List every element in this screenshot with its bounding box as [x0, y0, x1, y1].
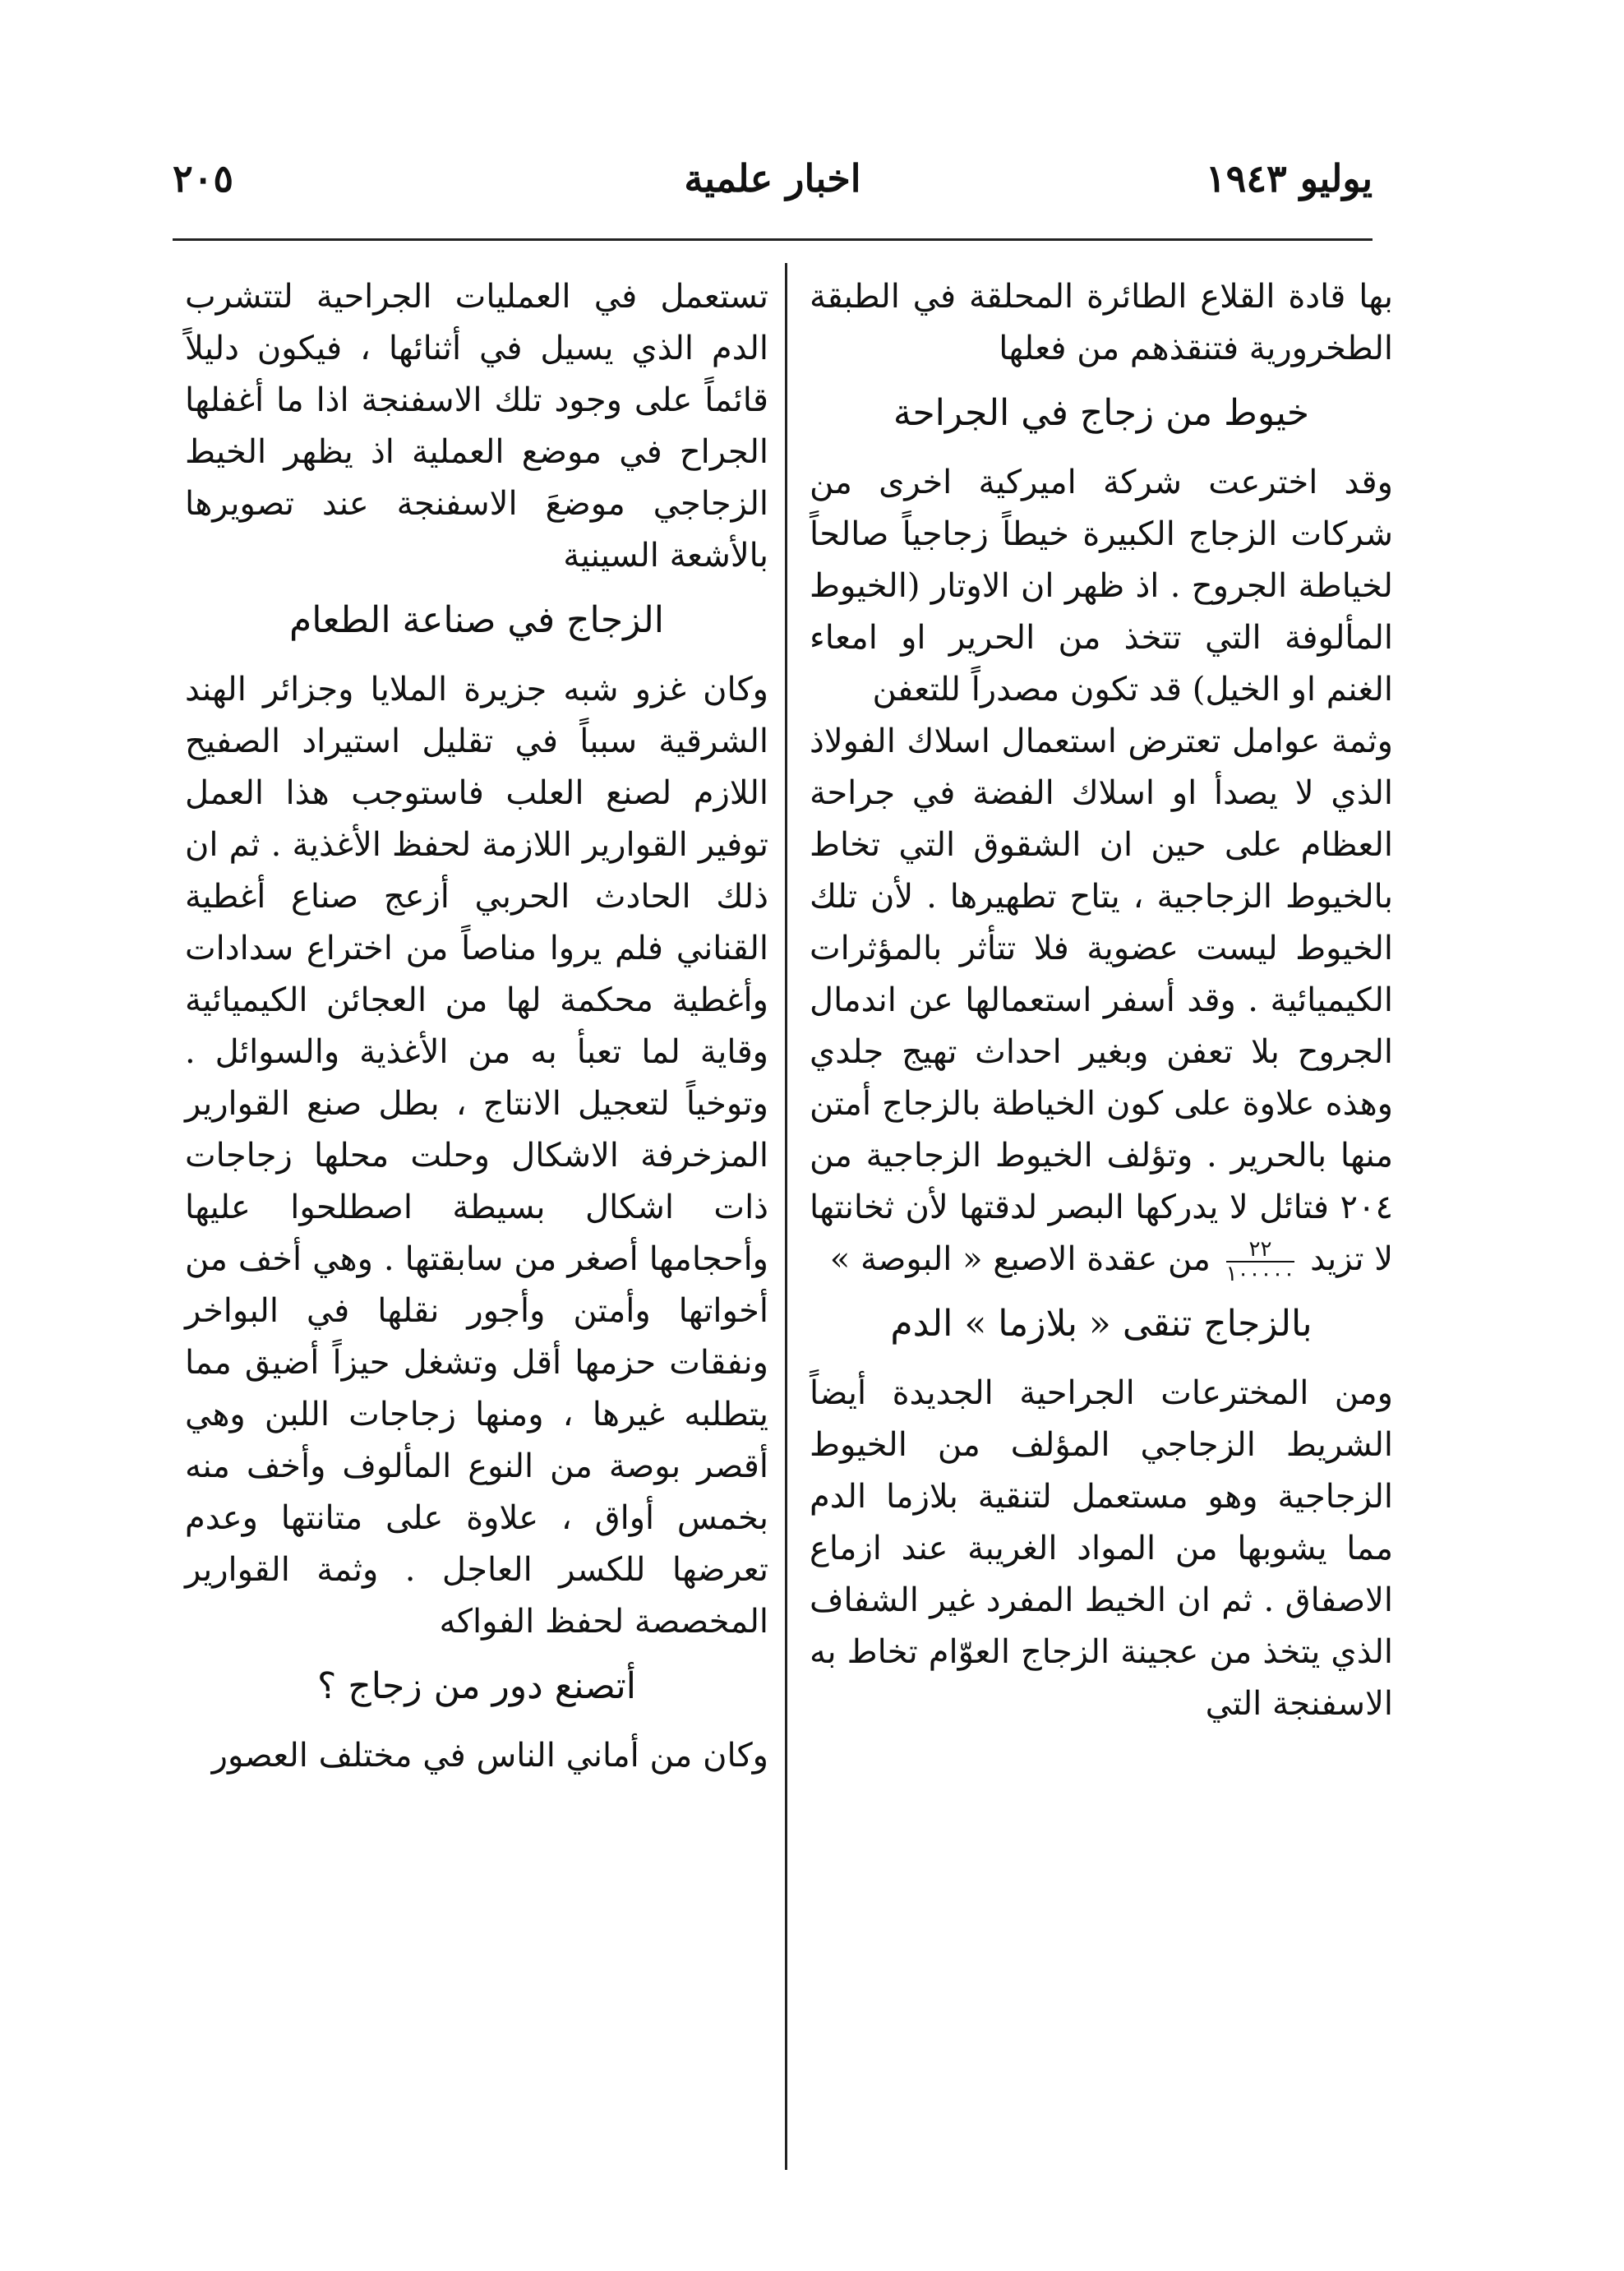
left-paragraph-2: وكان غزو شبه جزيرة الملايا وجزائر الهند الشرقية سبباً في تقليل استيراد الصفيح اللازم لصنع العلب فاستوجب هذا العمل توفير القوارير اللازمة لحفظ الأغذية . ثم ان ذلك الحادث الحربي أزعج صناع أغطية القناني فلم يروا مناصاً من اختراع سدادات وأغطية محكمة لها من العجائن الكيميائية وقاية لما تعبأ به من الأغذية والسوائل . وتوخياً لتعجيل الانتاج ، بطل صنع القوارير المزخرفة الاشكال وحلت محلها زجاجات ذات اشكال بسيطة اصطلحوا عليها وأحجامها أصغر من سابقتها . وهي أخف من أخواتها وأمتن وأجور نقلها في البواخر ونفقات حزمها أقل وتشغل حيزاً أضيق مما يتطلبه غيرها ، ومنها زجاجات اللبن وهي أقصر بوصة من النوع المألوف وأخف منه بخمس أواق ، علاوة على متانتها وعدم تعرضها للكسر العاجل . وثمة القوارير المخصصة لحفظ الفواكه [185, 671, 768, 1641]
heading-glass-food-industry: الزجاج في صناعة الطعام [288, 599, 665, 641]
header-section-title: اخبار علمية [684, 156, 861, 201]
right-paragraph-2 [810, 716, 1393, 1286]
left-paragraph-1: تستعمل في العمليات الجراحية لتتشرب الدم الذي يسيل في أثنائها ، فيكون دليلاً قائماً على وجود تلك الاسفنجة اذا ما أغفلها الجراح في موضع العملية اذ يظهر الخيط الزجاجي موضعَ الاسفنجة عند تصويرها بالأشعة السينية [185, 278, 768, 575]
right-paragraph-3: ومن المخترعات الجراحية الجديدة أيضاً الشريط الزجاجي المؤلف من الخيوط الزجاجية وهو مستعمل لتنقية بلازما الدم مما يشوبها من المواد الغريبة عند ازماع الاصفاق . ثم ان الخيط المفرد غير الشفاف الذي يتخذ من عجينة الزجاج العوّام تخاط به الاسفنجة التي [810, 1374, 1393, 1723]
fraction-denominator: ١٠٠٠٠٠ [1225, 1262, 1295, 1286]
fraction-numerator: ٢٢ [1226, 1238, 1295, 1262]
heading-plasma-purification: بالزجاج تنقى « بلازما » الدم [890, 1303, 1313, 1345]
page-header [173, 156, 1373, 222]
right-column [810, 271, 1393, 1730]
header-rule [173, 238, 1373, 241]
column-divider [785, 263, 787, 2170]
left-column [185, 271, 768, 1782]
heading-glass-houses: أتصنع دور من زجاج ؟ [316, 1665, 637, 1707]
right-paragraph-1: وقد اخترعت شركة اميركية اخرى من شركات الزجاج الكبيرة خيطاً زجاجياً صالحاً لخياطة الجروح . اذ ظهر ان الاوتار (الخيوط المألوفة التي تتخذ من الحرير او امعاء الغنم او الخيل) قد تكون مصدراً للتعفن [810, 464, 1393, 709]
right-intro-paragraph: بها قادة القلاع الطائرة المحلقة في الطبقة الطخرورية فتنقذهم من فعلها [810, 278, 1393, 367]
right-paragraph-2-end: من عقدة الاصبع « البوصة » [829, 1240, 1211, 1278]
left-paragraph-3: وكان من أماني الناس في مختلف العصور [211, 1737, 768, 1775]
heading-glass-threads-surgery: خيوط من زجاج في الجراحة [893, 392, 1310, 434]
header-date: يوليو ١٩٤٣ [1205, 156, 1373, 201]
right-paragraph-2-text: وثمة عوامل تعترض استعمال اسلاك الفولاذ الذي لا يصدأ او اسلاك الفضة في جراحة العظام على حين ان الشقوق التي تخاط بالخيوط الزجاجية ، يتاح تطهيرها . لأن تلك الخيوط ليست عضوية فلا تتأثر بالمؤثرات الكيميائية . وقد أسفر استعمالها عن اندمال الجروح بلا تعفن وبغير احداث تهيج جلدي وهذه علاوة على كون الخياطة بالزجاج أمتن منها بالحرير . وتؤلف الخيوط الزجاجية من ٢٠٤ فتائل لا يدركها البصر لدقتها لأن ثخانتها لا تزيد [810, 722, 1393, 1278]
thickness-fraction [1226, 1238, 1295, 1286]
page-number: ٢٠٥ [173, 156, 234, 201]
